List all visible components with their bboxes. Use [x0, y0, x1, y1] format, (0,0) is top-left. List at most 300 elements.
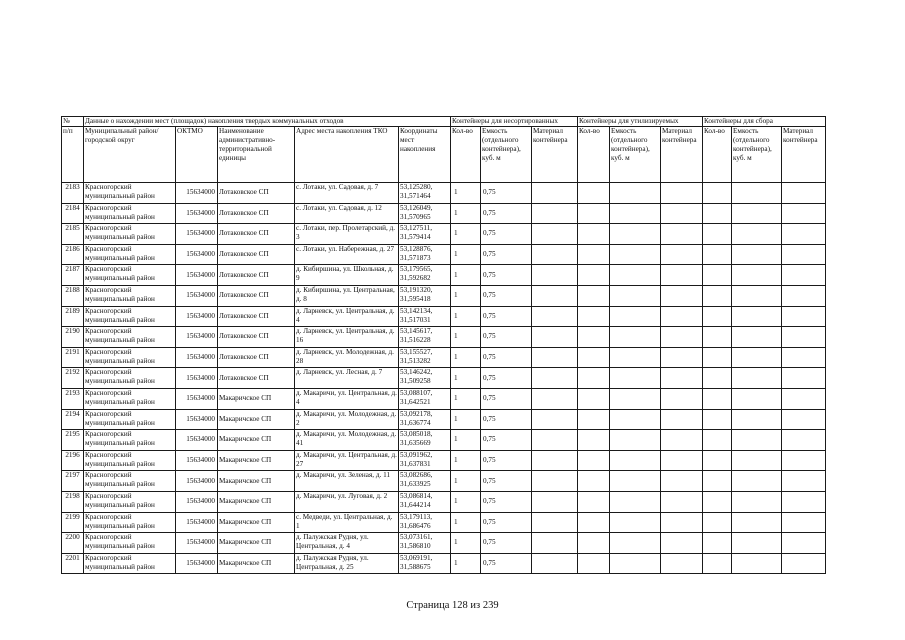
oktmo-cell: 15634000 — [176, 430, 218, 451]
material-cell — [532, 285, 578, 306]
municipality-cell: Красногорский муниципальный район — [84, 265, 176, 286]
material3-cell — [782, 491, 826, 512]
oktmo-cell: 15634000 — [176, 306, 218, 327]
material3-cell — [782, 347, 826, 368]
volume3-cell — [732, 491, 782, 512]
volume2-cell — [610, 265, 661, 286]
volume2-cell — [610, 347, 661, 368]
count-cell: 1 — [451, 203, 481, 224]
material2-cell — [661, 327, 703, 348]
count2-header: Кол-во — [578, 127, 610, 183]
count2-cell — [578, 306, 610, 327]
oktmo-cell: 15634000 — [176, 183, 218, 204]
material3-cell — [782, 265, 826, 286]
material-cell — [532, 244, 578, 265]
municipality-cell: Красногорский муниципальный район — [84, 533, 176, 554]
material-cell — [532, 430, 578, 451]
row-number-cell: 2197 — [62, 471, 84, 492]
material2-cell — [661, 491, 703, 512]
material2-cell — [661, 471, 703, 492]
address-cell: д. Макаричи, ул. Зеленая, д. 11 — [295, 471, 399, 492]
material-cell — [532, 450, 578, 471]
municipality-cell: Красногорский муниципальный район — [84, 450, 176, 471]
material2-cell — [661, 533, 703, 554]
volume-cell: 0,75 — [481, 244, 532, 265]
volume3-cell — [732, 553, 782, 574]
oktmo-cell: 15634000 — [176, 553, 218, 574]
volume2-cell — [610, 533, 661, 554]
count2-cell — [578, 409, 610, 430]
address-cell: д. Макаричи, ул. Центральная, д. 27 — [295, 450, 399, 471]
oktmo-cell: 15634000 — [176, 491, 218, 512]
count2-cell — [578, 285, 610, 306]
material-cell — [532, 347, 578, 368]
row-number-cell: 2184 — [62, 203, 84, 224]
row-number-cell: 2196 — [62, 450, 84, 471]
material-cell — [532, 388, 578, 409]
material-cell — [532, 265, 578, 286]
address-cell: с. Лотаки, пер. Пролетарский, д. 3 — [295, 224, 399, 245]
volume-cell: 0,75 — [481, 265, 532, 286]
volume3-cell — [732, 224, 782, 245]
count-cell: 1 — [451, 533, 481, 554]
coords-cell: 53,155527, 31,513282 — [399, 347, 451, 368]
material3-cell — [782, 553, 826, 574]
table-row — [62, 512, 826, 533]
count3-cell — [703, 553, 732, 574]
municipality-cell: Красногорский муниципальный район — [84, 388, 176, 409]
volume3-cell — [732, 183, 782, 204]
municipality-cell: Красногорский муниципальный район — [84, 368, 176, 389]
settlement-cell: Макаричское СП — [218, 512, 295, 533]
address-cell: д. Ларневск, ул. Лесная, д. 7 — [295, 368, 399, 389]
coords-cell: 53,179113, 31,686476 — [399, 512, 451, 533]
table-row — [62, 553, 826, 574]
volume3-cell — [732, 450, 782, 471]
address-cell: д. Макаричи, ул. Молодежная, д. 41 — [295, 430, 399, 451]
volume2-cell — [610, 203, 661, 224]
coords-header: Координаты мест накопления — [399, 127, 451, 183]
coords-cell: 53,086814, 31,644214 — [399, 491, 451, 512]
volume3-cell — [732, 430, 782, 451]
settlement-cell: Лотаковское СП — [218, 244, 295, 265]
volume-cell: 0,75 — [481, 450, 532, 471]
material-cell — [532, 327, 578, 348]
material3-cell — [782, 533, 826, 554]
material-header: Материал контейнера — [532, 127, 578, 183]
material3-cell — [782, 285, 826, 306]
count3-cell — [703, 409, 732, 430]
oktmo-cell: 15634000 — [176, 265, 218, 286]
material3-header: Материал контейнера — [782, 127, 826, 183]
table-row — [62, 183, 826, 204]
volume3-cell — [732, 306, 782, 327]
row-number-cell: 2186 — [62, 244, 84, 265]
table-row — [62, 388, 826, 409]
material2-cell — [661, 388, 703, 409]
count3-cell — [703, 306, 732, 327]
settlement-cell: Макаричское СП — [218, 471, 295, 492]
row-number-cell: 2189 — [62, 306, 84, 327]
waste-sites-table — [61, 116, 826, 574]
coords-cell: 53,142134, 31,517031 — [399, 306, 451, 327]
count-cell: 1 — [451, 244, 481, 265]
settlement-cell: Макаричское СП — [218, 409, 295, 430]
material-cell — [532, 512, 578, 533]
address-cell: д. Макаричи, ул. Молодежная, д. 2 — [295, 409, 399, 430]
material3-cell — [782, 183, 826, 204]
volume3-cell — [732, 471, 782, 492]
count-cell: 1 — [451, 388, 481, 409]
material-cell — [532, 306, 578, 327]
coords-cell: 53,125280, 31,571464 — [399, 183, 451, 204]
material3-cell — [782, 224, 826, 245]
count-cell: 1 — [451, 224, 481, 245]
material3-cell — [782, 471, 826, 492]
material2-cell — [661, 183, 703, 204]
material-cell — [532, 203, 578, 224]
municipality-cell: Красногорский муниципальный район — [84, 347, 176, 368]
row-number-cell: 2195 — [62, 430, 84, 451]
group-recycled-header: Контейнеры для утилизируемых — [578, 117, 703, 127]
material2-cell — [661, 430, 703, 451]
volume-cell: 0,75 — [481, 553, 532, 574]
volume2-cell — [610, 512, 661, 533]
volume-cell: 0,75 — [481, 224, 532, 245]
volume-cell: 0,75 — [481, 388, 532, 409]
table-group-header-row — [62, 117, 826, 127]
coords-cell: 53,073161, 31,586810 — [399, 533, 451, 554]
address-cell: д. Ларневск, ул. Молодежная, д. 28 — [295, 347, 399, 368]
municipality-cell: Красногорский муниципальный район — [84, 430, 176, 451]
coords-cell: 53,088107, 31,642521 — [399, 388, 451, 409]
table-row — [62, 285, 826, 306]
volume-cell: 0,75 — [481, 347, 532, 368]
address-cell: д. Палужская Рудня, ул. Центральная, д. 25 — [295, 553, 399, 574]
table-row — [62, 327, 826, 348]
municipality-cell: Красногорский муниципальный район — [84, 327, 176, 348]
table-row — [62, 491, 826, 512]
municipality-cell: Красногорский муниципальный район — [84, 285, 176, 306]
material2-cell — [661, 450, 703, 471]
coords-cell: 53,145617, 31,516228 — [399, 327, 451, 348]
volume3-cell — [732, 533, 782, 554]
count3-cell — [703, 512, 732, 533]
count3-cell — [703, 450, 732, 471]
volume-cell: 0,75 — [481, 533, 532, 554]
settlement-cell: Лотаковское СП — [218, 265, 295, 286]
material2-cell — [661, 285, 703, 306]
count3-cell — [703, 183, 732, 204]
count3-cell — [703, 430, 732, 451]
material-cell — [532, 491, 578, 512]
count3-cell — [703, 285, 732, 306]
count3-cell — [703, 471, 732, 492]
coords-cell: 53,092178, 31,636774 — [399, 409, 451, 430]
volume2-cell — [610, 244, 661, 265]
col-no-header: № — [62, 117, 84, 127]
material3-cell — [782, 388, 826, 409]
volume2-cell — [610, 327, 661, 348]
volume-cell: 0,75 — [481, 409, 532, 430]
row-number-cell: 2190 — [62, 327, 84, 348]
material2-cell — [661, 512, 703, 533]
address-cell: с. Медведи, ул. Центральная, д. 1 — [295, 512, 399, 533]
count-cell: 1 — [451, 450, 481, 471]
count3-cell — [703, 327, 732, 348]
count2-cell — [578, 512, 610, 533]
table-row — [62, 306, 826, 327]
settlement-cell: Лотаковское СП — [218, 183, 295, 204]
oktmo-cell: 15634000 — [176, 409, 218, 430]
material2-cell — [661, 306, 703, 327]
table-row — [62, 244, 826, 265]
address-header: Адрес места накопления ТКО — [295, 127, 399, 183]
volume2-cell — [610, 306, 661, 327]
coords-cell: 53,179565, 31,592682 — [399, 265, 451, 286]
address-cell: с. Лотаки, ул. Набережная, д. 27 — [295, 244, 399, 265]
row-number-cell: 2199 — [62, 512, 84, 533]
oktmo-header: ОКТМО — [176, 127, 218, 183]
table-row — [62, 409, 826, 430]
volume2-cell — [610, 388, 661, 409]
table-column-header-row — [62, 127, 826, 183]
municipality-header: Муниципальный район/городской округ — [84, 127, 176, 183]
volume-cell: 0,75 — [481, 183, 532, 204]
oktmo-cell: 15634000 — [176, 368, 218, 389]
group-sites-header: Данные о нахождении мест (площадок) накопления твердых коммунальных отходов — [84, 117, 451, 127]
volume2-cell — [610, 430, 661, 451]
municipality-cell: Красногорский муниципальный район — [84, 224, 176, 245]
volume-cell: 0,75 — [481, 203, 532, 224]
volume3-cell — [732, 203, 782, 224]
settlement-cell: Макаричское СП — [218, 388, 295, 409]
count-cell: 1 — [451, 471, 481, 492]
coords-cell: 53,091962, 31,637831 — [399, 450, 451, 471]
oktmo-cell: 15634000 — [176, 203, 218, 224]
material3-cell — [782, 368, 826, 389]
oktmo-cell: 15634000 — [176, 533, 218, 554]
count-cell: 1 — [451, 512, 481, 533]
material-cell — [532, 409, 578, 430]
material3-cell — [782, 512, 826, 533]
count2-cell — [578, 491, 610, 512]
oktmo-cell: 15634000 — [176, 450, 218, 471]
volume3-cell — [732, 244, 782, 265]
count2-cell — [578, 224, 610, 245]
material-cell — [532, 471, 578, 492]
table-row — [62, 430, 826, 451]
table-row — [62, 471, 826, 492]
settlement-cell: Лотаковское СП — [218, 327, 295, 348]
volume2-cell — [610, 224, 661, 245]
coords-cell: 53,146242, 31,509258 — [399, 368, 451, 389]
count2-cell — [578, 327, 610, 348]
coords-cell: 53,126049, 31,570965 — [399, 203, 451, 224]
settlement-cell: Лотаковское СП — [218, 224, 295, 245]
settlement-cell: Лотаковское СП — [218, 368, 295, 389]
oktmo-cell: 15634000 — [176, 512, 218, 533]
count-header: Кол-во — [451, 127, 481, 183]
material2-cell — [661, 368, 703, 389]
volume3-cell — [732, 368, 782, 389]
row-number-cell: 2198 — [62, 491, 84, 512]
count2-cell — [578, 244, 610, 265]
volume2-header: Емкость (отдельного контейнера), куб. м — [610, 127, 661, 183]
oktmo-cell: 15634000 — [176, 224, 218, 245]
table-row — [62, 203, 826, 224]
row-number-cell: 2187 — [62, 265, 84, 286]
count-cell: 1 — [451, 368, 481, 389]
address-cell: д. Макаричи, ул. Центральная, д. 4 — [295, 388, 399, 409]
row-number-cell: 2193 — [62, 388, 84, 409]
material2-cell — [661, 244, 703, 265]
municipality-cell: Красногорский муниципальный район — [84, 553, 176, 574]
material2-cell — [661, 347, 703, 368]
volume2-cell — [610, 409, 661, 430]
row-number-cell: 2201 — [62, 553, 84, 574]
oktmo-cell: 15634000 — [176, 327, 218, 348]
address-cell: с. Лотаки, ул. Садовая, д. 12 — [295, 203, 399, 224]
count-cell: 1 — [451, 265, 481, 286]
count-cell: 1 — [451, 553, 481, 574]
material2-header: Материал контейнера — [661, 127, 703, 183]
count3-cell — [703, 203, 732, 224]
volume-cell: 0,75 — [481, 285, 532, 306]
volume3-cell — [732, 347, 782, 368]
address-cell: д. Кибиршина, ул. Центральная, д. 8 — [295, 285, 399, 306]
page-number: Страница 128 из 239 — [406, 600, 499, 611]
volume2-cell — [610, 183, 661, 204]
count-cell: 1 — [451, 430, 481, 451]
material3-cell — [782, 203, 826, 224]
count2-cell — [578, 450, 610, 471]
table-row — [62, 450, 826, 471]
group-unsorted-header: Контейнеры для несортированных — [451, 117, 578, 127]
volume3-cell — [732, 409, 782, 430]
count2-cell — [578, 265, 610, 286]
volume3-cell — [732, 327, 782, 348]
count-cell: 1 — [451, 327, 481, 348]
address-cell: с. Лотаки, ул. Садовая, д. 7 — [295, 183, 399, 204]
oktmo-cell: 15634000 — [176, 347, 218, 368]
address-cell: д. Макаричи, ул. Луговая, д. 2 — [295, 491, 399, 512]
municipality-cell: Красногорский муниципальный район — [84, 471, 176, 492]
volume3-cell — [732, 265, 782, 286]
settlement-cell: Лотаковское СП — [218, 285, 295, 306]
material3-cell — [782, 306, 826, 327]
volume-header: Емкость (отдельного контейнера), куб. м — [481, 127, 532, 183]
coords-cell: 53,082686, 31,633925 — [399, 471, 451, 492]
municipality-cell: Красногорский муниципальный район — [84, 512, 176, 533]
count-cell: 1 — [451, 409, 481, 430]
table-row — [62, 368, 826, 389]
count-cell: 1 — [451, 285, 481, 306]
count3-cell — [703, 533, 732, 554]
count2-cell — [578, 533, 610, 554]
coords-cell: 53,069191, 31,588675 — [399, 553, 451, 574]
table-row — [62, 265, 826, 286]
municipality-cell: Красногорский муниципальный район — [84, 306, 176, 327]
count-cell: 1 — [451, 491, 481, 512]
address-cell: д. Кибиршина, ул. Школьная, д. 9 — [295, 265, 399, 286]
material3-cell — [782, 244, 826, 265]
group-collection-header: Контейнеры для сбора — [703, 117, 826, 127]
row-number-cell: 2183 — [62, 183, 84, 204]
count-cell: 1 — [451, 347, 481, 368]
count2-cell — [578, 203, 610, 224]
volume2-cell — [610, 491, 661, 512]
settlement-cell: Макаричское СП — [218, 450, 295, 471]
volume2-cell — [610, 450, 661, 471]
row-number-cell: 2200 — [62, 533, 84, 554]
coords-cell: 53,085018, 31,635669 — [399, 430, 451, 451]
address-cell: д. Ларневск, ул. Центральная, д. 16 — [295, 327, 399, 348]
col-no-sub-header: п/п — [62, 127, 84, 183]
oktmo-cell: 15634000 — [176, 388, 218, 409]
row-number-cell: 2194 — [62, 409, 84, 430]
material-cell — [532, 368, 578, 389]
volume3-cell — [732, 388, 782, 409]
count3-cell — [703, 347, 732, 368]
count3-cell — [703, 224, 732, 245]
row-number-cell: 2188 — [62, 285, 84, 306]
count2-cell — [578, 388, 610, 409]
municipality-cell: Красногорский муниципальный район — [84, 409, 176, 430]
oktmo-cell: 15634000 — [176, 244, 218, 265]
volume3-cell — [732, 512, 782, 533]
municipality-cell: Красногорский муниципальный район — [84, 183, 176, 204]
volume-cell: 0,75 — [481, 512, 532, 533]
coords-cell: 53,127511, 31,579414 — [399, 224, 451, 245]
volume3-cell — [732, 285, 782, 306]
settlement-cell: Макаричское СП — [218, 430, 295, 451]
table-row — [62, 533, 826, 554]
material3-cell — [782, 430, 826, 451]
oktmo-cell: 15634000 — [176, 471, 218, 492]
material2-cell — [661, 409, 703, 430]
count-cell: 1 — [451, 306, 481, 327]
count2-cell — [578, 553, 610, 574]
material3-cell — [782, 327, 826, 348]
count3-header: Кол-во — [703, 127, 732, 183]
material3-cell — [782, 450, 826, 471]
material-cell — [532, 183, 578, 204]
count3-cell — [703, 491, 732, 512]
municipality-cell: Красногорский муниципальный район — [84, 203, 176, 224]
table-row — [62, 224, 826, 245]
count2-cell — [578, 347, 610, 368]
volume-cell: 0,75 — [481, 327, 532, 348]
material-cell — [532, 533, 578, 554]
volume2-cell — [610, 471, 661, 492]
volume-cell: 0,75 — [481, 368, 532, 389]
count3-cell — [703, 388, 732, 409]
material2-cell — [661, 265, 703, 286]
address-cell: д. Палужская Рудня, ул. Центральная, д. 4 — [295, 533, 399, 554]
count3-cell — [703, 244, 732, 265]
table-row — [62, 347, 826, 368]
count3-cell — [703, 368, 732, 389]
material-cell — [532, 224, 578, 245]
row-number-cell: 2185 — [62, 224, 84, 245]
count2-cell — [578, 471, 610, 492]
oktmo-cell: 15634000 — [176, 285, 218, 306]
coords-cell: 53,191320, 31,595418 — [399, 285, 451, 306]
row-number-cell: 2191 — [62, 347, 84, 368]
row-number-cell: 2192 — [62, 368, 84, 389]
volume-cell: 0,75 — [481, 471, 532, 492]
